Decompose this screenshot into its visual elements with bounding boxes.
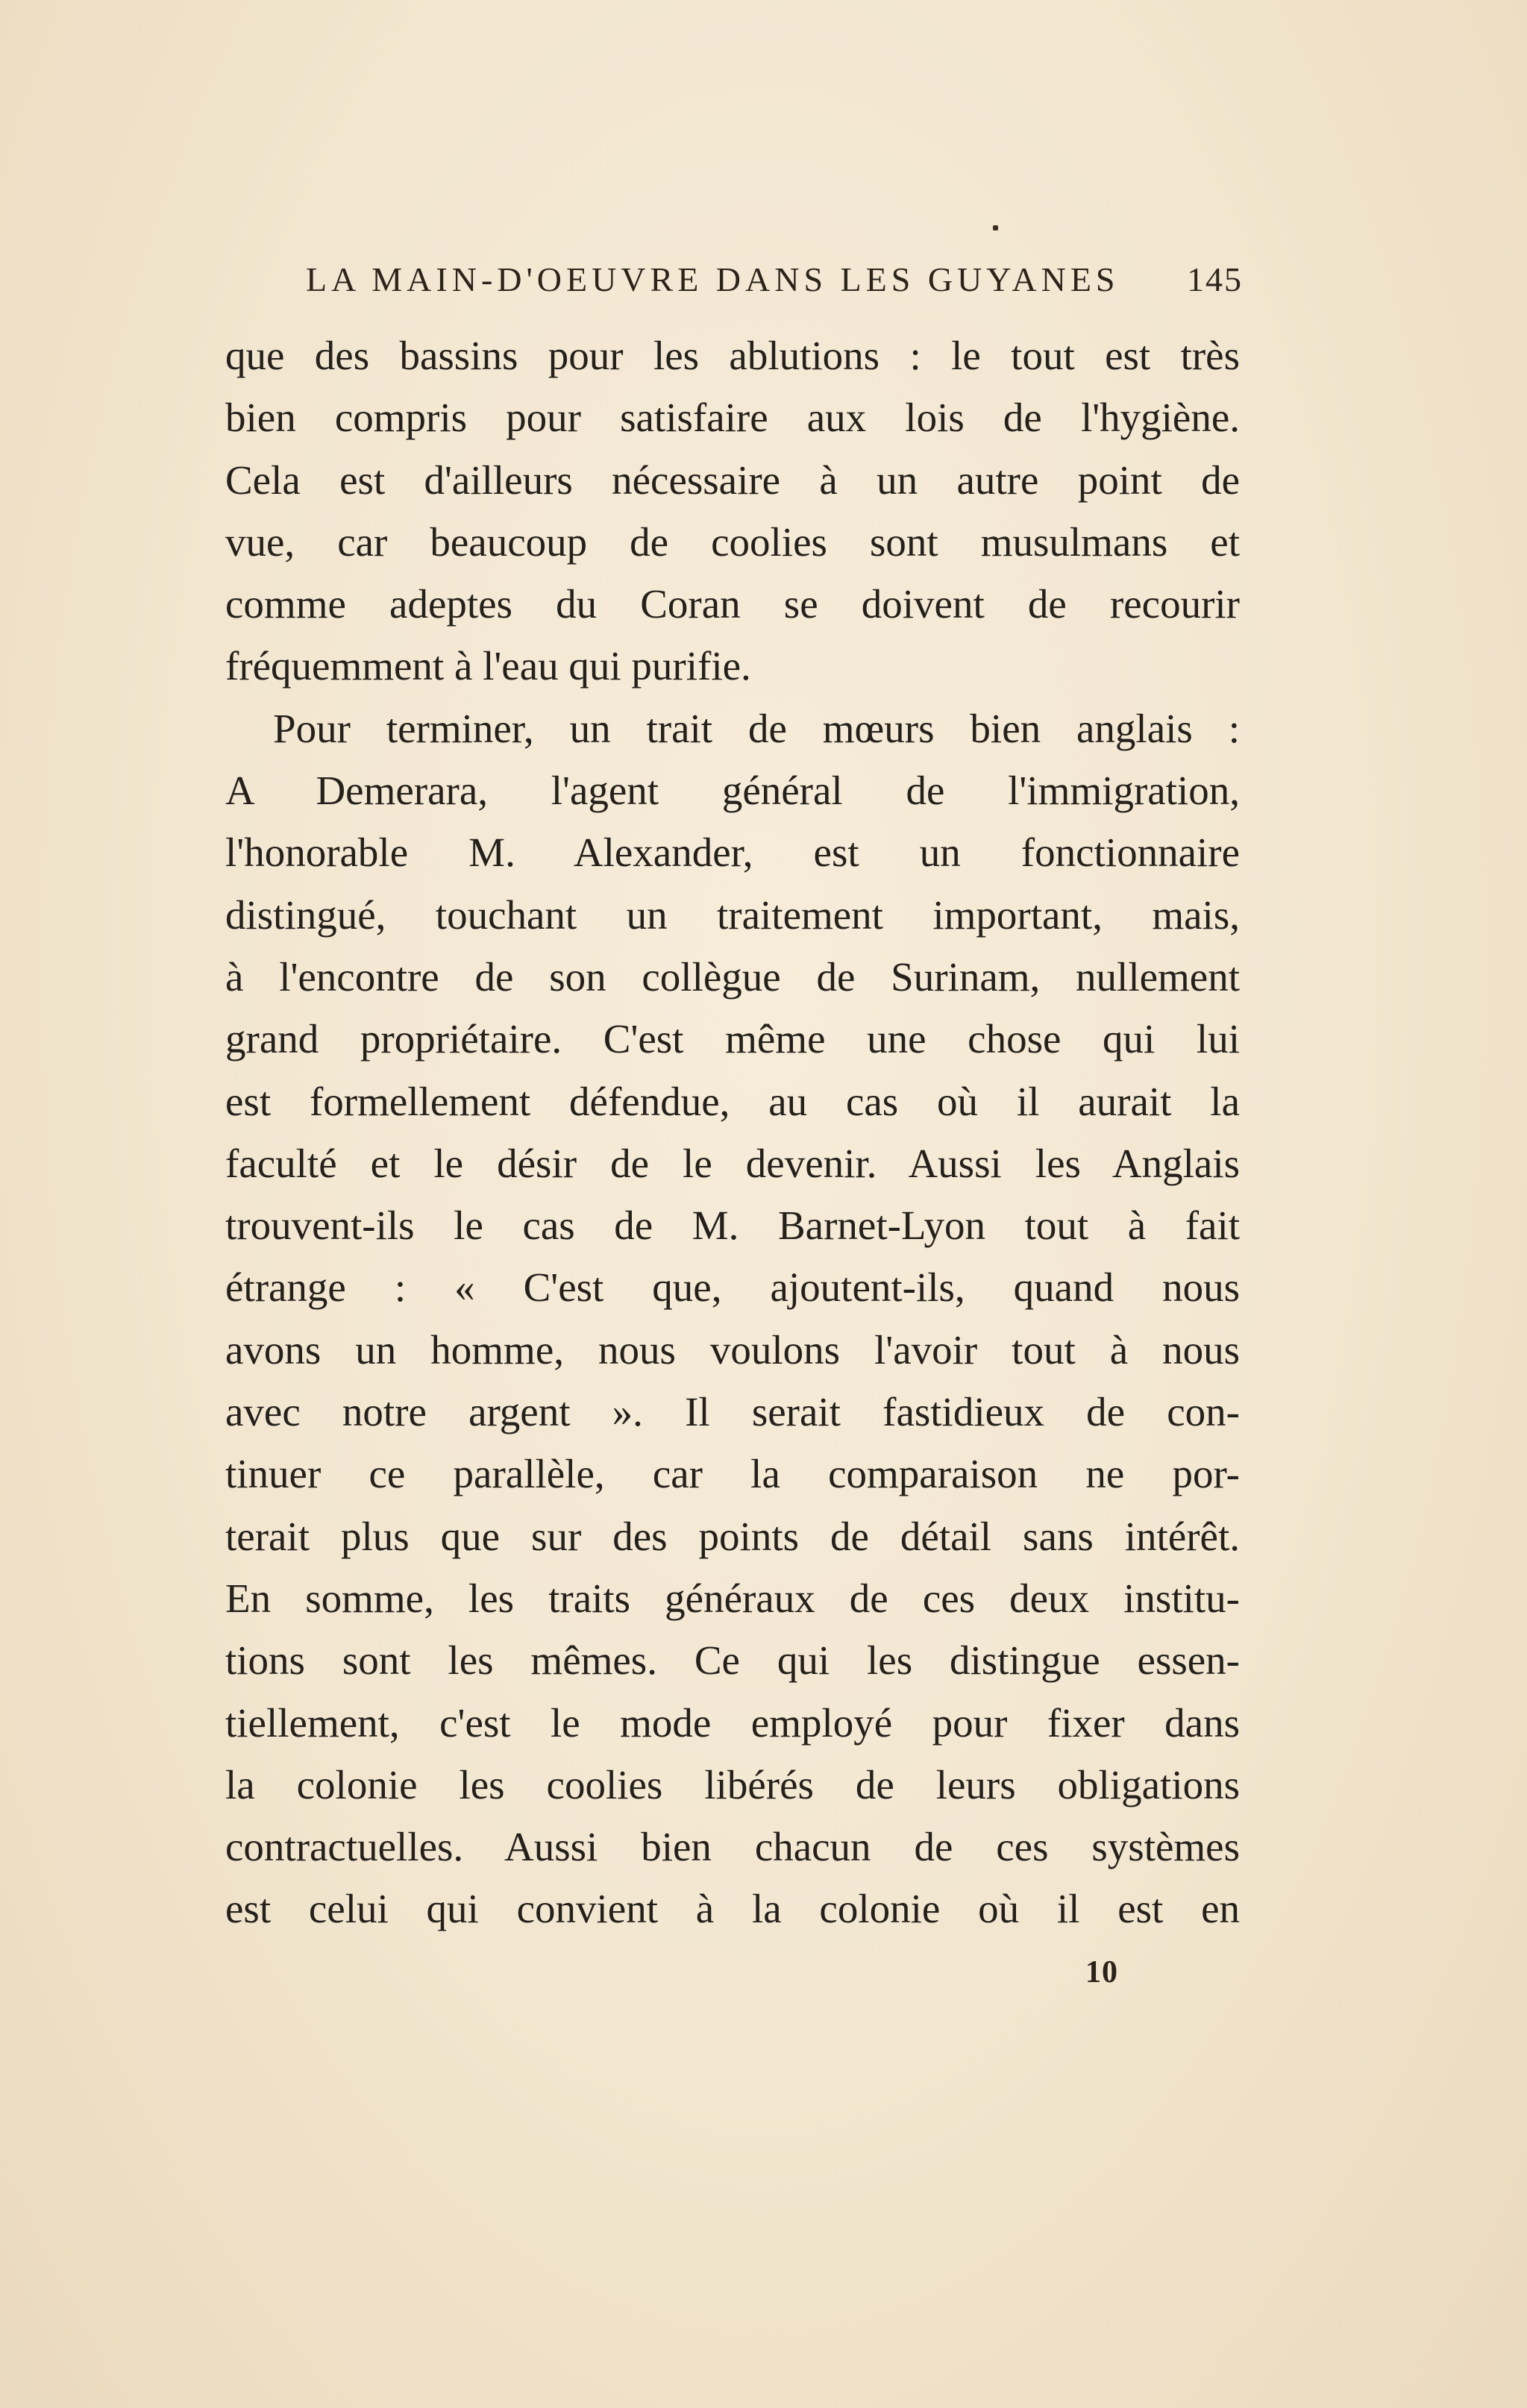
text-line: faculté et le désir de le devenir. Aussi les Anglais: [225, 1140, 1240, 1186]
text-line: avons un homme, nous voulons l'avoir tout à nous: [225, 1326, 1240, 1373]
text-line: trouvent-ils le cas de M. Barnet-Lyon tout à fait: [225, 1203, 1240, 1249]
running-title: LA MAIN-D'OEUVRE DANS LES GUYANES: [306, 260, 1120, 298]
text-line: grand propriétaire. C'est même une chose qui lui: [225, 1016, 1240, 1062]
text-line: fréquemment à l'eau qui purifie.: [225, 643, 751, 689]
page-number: 145: [1187, 260, 1243, 298]
text-line: contractuelles. Aussi bien chacun de ces systèmes: [225, 1824, 1240, 1870]
ink-speck: [993, 225, 998, 231]
text-line: comme adeptes du Coran se doivent de recourir: [225, 581, 1240, 627]
body-text: [225, 324, 1240, 1940]
text-line: A Demerara, l'agent général de l'immigration,: [225, 768, 1240, 814]
running-head: [306, 260, 1243, 299]
text-line: distingué, touchant un traitement important, mais,: [225, 891, 1240, 938]
text-line: que des bassins pour les ablutions : le tout est très: [225, 333, 1240, 378]
text-line: bien compris pour satisfaire aux lois de l'hygiène.: [225, 395, 1240, 441]
text-line: étrange : « C'est que, ajoutent-ils, quand nous: [225, 1264, 1240, 1311]
text-line: l'honorable M. Alexander, est un fonctionnaire: [225, 830, 1240, 876]
text-line: tions sont les mêmes. Ce qui les distingue essen-: [225, 1637, 1240, 1684]
text-line: est celui qui convient à la colonie où il est en: [225, 1886, 1240, 1932]
text-line: Cela est d'ailleurs nécessaire à un autre point de: [225, 457, 1240, 503]
text-line: la colonie les coolies libérés de leurs obligations: [225, 1761, 1240, 1807]
text-line: tiellement, c'est le mode employé pour fixer dans: [225, 1699, 1240, 1746]
text-line: avec notre argent ». Il serait fastidieux de con-: [225, 1389, 1240, 1435]
signature-mark: 10: [1085, 1955, 1118, 1990]
text-line: à l'encontre de son collègue de Surinam, nullement: [225, 953, 1240, 1000]
text-line: vue, car beaucoup de coolies sont musulmans et: [225, 518, 1240, 565]
text-line: terait plus que sur des points de détail sans intérêt.: [225, 1513, 1240, 1559]
text-line: est formellement défendue, au cas où il aurait la: [225, 1078, 1240, 1124]
text-line: tinuer ce parallèle, car la comparaison ne por-: [225, 1451, 1240, 1497]
text-line: En somme, les traits généraux de ces deux institu-: [225, 1575, 1240, 1621]
text-line: Pour terminer, un trait de mœurs bien anglais :: [273, 705, 1240, 751]
